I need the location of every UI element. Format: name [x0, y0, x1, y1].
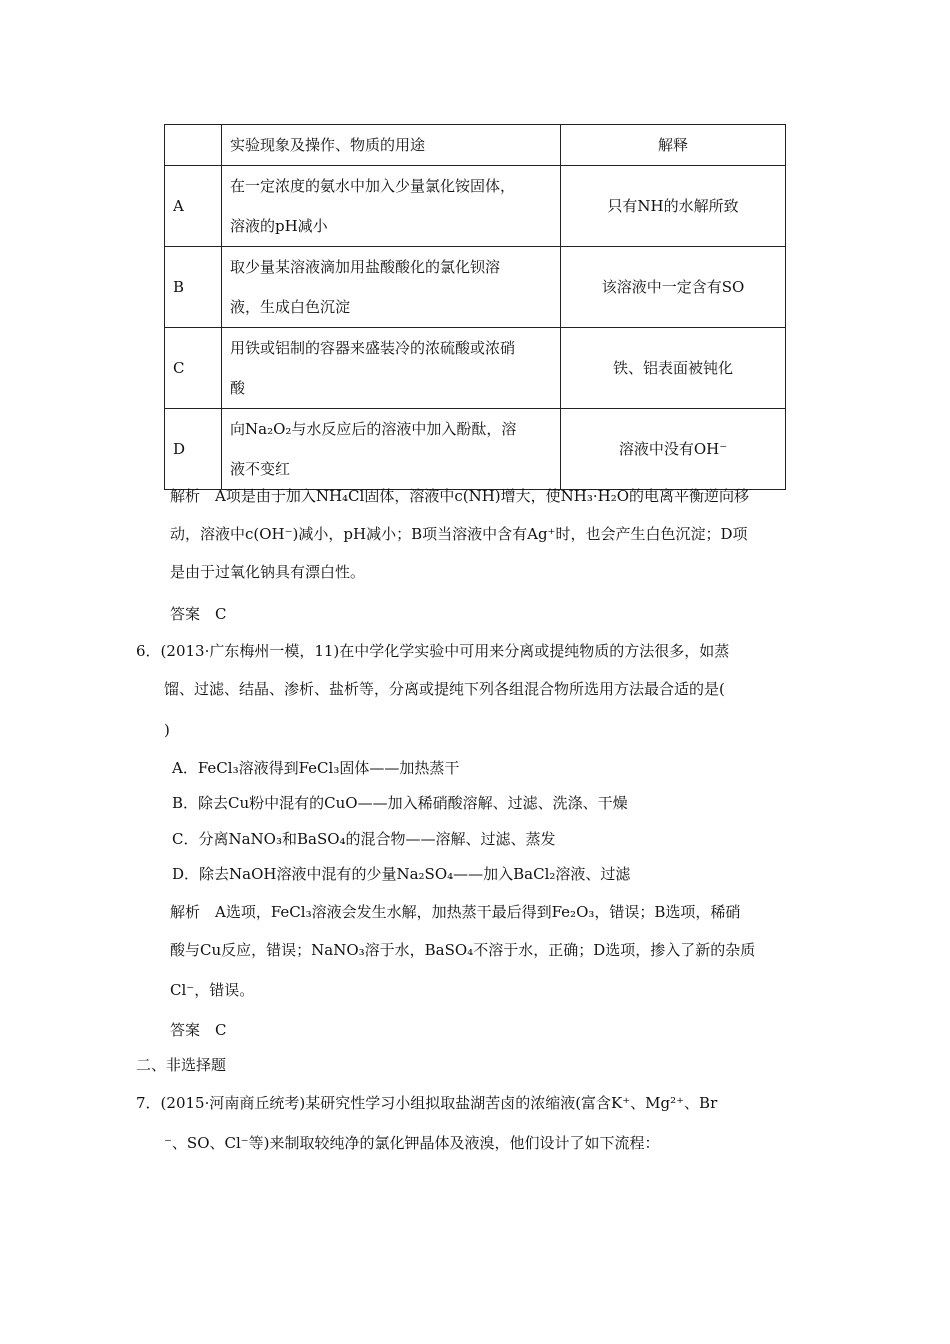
row-desc-line: 液不变红 — [230, 460, 291, 478]
header-expl-cell: 解释 — [561, 125, 786, 166]
q6-option-d: D．除去NaOH溶液中混有的少量Na₂SO₄——加入BaCl₂溶液、过滤 — [172, 865, 631, 883]
q7-stem-line-2: ⁻、SO、Cl⁻等)来制取较纯净的氯化钾晶体及液溴，他们设计了如下流程： — [164, 1134, 660, 1152]
row-desc-line: 取少量某溶液滴加用盐酸酸化的氯化钡溶 — [230, 258, 501, 276]
q6-stem-line-2: 馏、过滤、结晶、渗析、盐析等，分离或提纯下列各组混合物所选用方法最合适的是( — [164, 680, 725, 698]
q6-stem-line-3: ) — [164, 721, 170, 739]
row-expl: 该溶液中一定含有SO — [561, 247, 786, 328]
header-desc-cell: 实验现象及操作、物质的用途 — [222, 125, 561, 166]
table-row — [165, 328, 786, 409]
q5-analysis-line-1: 解析 A项是由于加入NH₄Cl固体，溶液中c(NH)增大，使NH₃·H₂O的电离平衡逆向移 — [170, 487, 750, 505]
q6-option-c: C．分离NaNO₃和BaSO₄的混合物——溶解、过滤、蒸发 — [172, 830, 556, 848]
q6-answer: 答案 C — [170, 1021, 227, 1039]
row-expl: 铁、铝表面被钝化 — [561, 328, 786, 409]
row-desc — [222, 247, 561, 328]
q5-analysis-line-3: 是由于过氧化钠具有漂白性。 — [170, 563, 366, 581]
row-expl: 只有NH的水解所致 — [561, 166, 786, 247]
row-desc-line: 溶液的pH减小 — [230, 217, 328, 235]
question-table — [164, 124, 786, 490]
row-desc-line: 用铁或铝制的容器来盛装冷的浓硫酸或浓硝 — [230, 339, 516, 357]
section-title: 二、非选择题 — [136, 1056, 227, 1074]
q7-stem-line-1: 7．(2015·河南商丘统考)某研究性学习小组拟取盐湖苦卤的浓缩液(富含K⁺、Mg²⁺、Br — [136, 1094, 718, 1112]
row-label: D — [165, 409, 222, 490]
q6-analysis-line-3: Cl⁻，错误。 — [170, 981, 255, 999]
row-expl: 溶液中没有OH⁻ — [561, 409, 786, 490]
q6-analysis-line-2: 酸与Cu反应，错误；NaNO₃溶于水，BaSO₄不溶于水，正确；D选项，掺入了新的杂质 — [170, 941, 756, 959]
row-desc-line: 酸 — [230, 379, 246, 397]
table-row — [165, 247, 786, 328]
row-desc-line: 液，生成白色沉淀 — [230, 298, 351, 316]
row-label: C — [165, 328, 222, 409]
q6-analysis-line-1: 解析 A选项，FeCl₃溶液会发生水解，加热蒸干最后得到Fe₂O₃，错误；B选项，稀硝 — [170, 903, 741, 921]
row-desc-line: 向Na₂O₂与水反应后的溶液中加入酚酞，溶 — [230, 420, 517, 438]
q6-option-a: A．FeCl₃溶液得到FeCl₃固体——加热蒸干 — [172, 759, 460, 777]
q6-option-b: B．除去Cu粉中混有的CuO——加入稀硝酸溶解、过滤、洗涤、干燥 — [172, 794, 628, 812]
row-label: A — [165, 166, 222, 247]
q5-answer: 答案 C — [170, 605, 227, 623]
row-desc — [222, 328, 561, 409]
table-row — [165, 166, 786, 247]
row-desc-line: 在一定浓度的氨水中加入少量氯化铵固体， — [230, 177, 516, 195]
table-header-row — [165, 125, 786, 166]
header-label-cell — [165, 125, 222, 166]
row-label: B — [165, 247, 222, 328]
q6-stem-line-1: 6．(2013·广东梅州一模，11)在中学化学实验中可用来分离或提纯物质的方法很多，如蒸 — [136, 642, 730, 660]
q5-analysis-line-2: 动，溶液中c(OH⁻)减小，pH减小；B项当溶液中含有Ag⁺时，也会产生白色沉淀；D项 — [170, 525, 748, 543]
row-desc — [222, 166, 561, 247]
